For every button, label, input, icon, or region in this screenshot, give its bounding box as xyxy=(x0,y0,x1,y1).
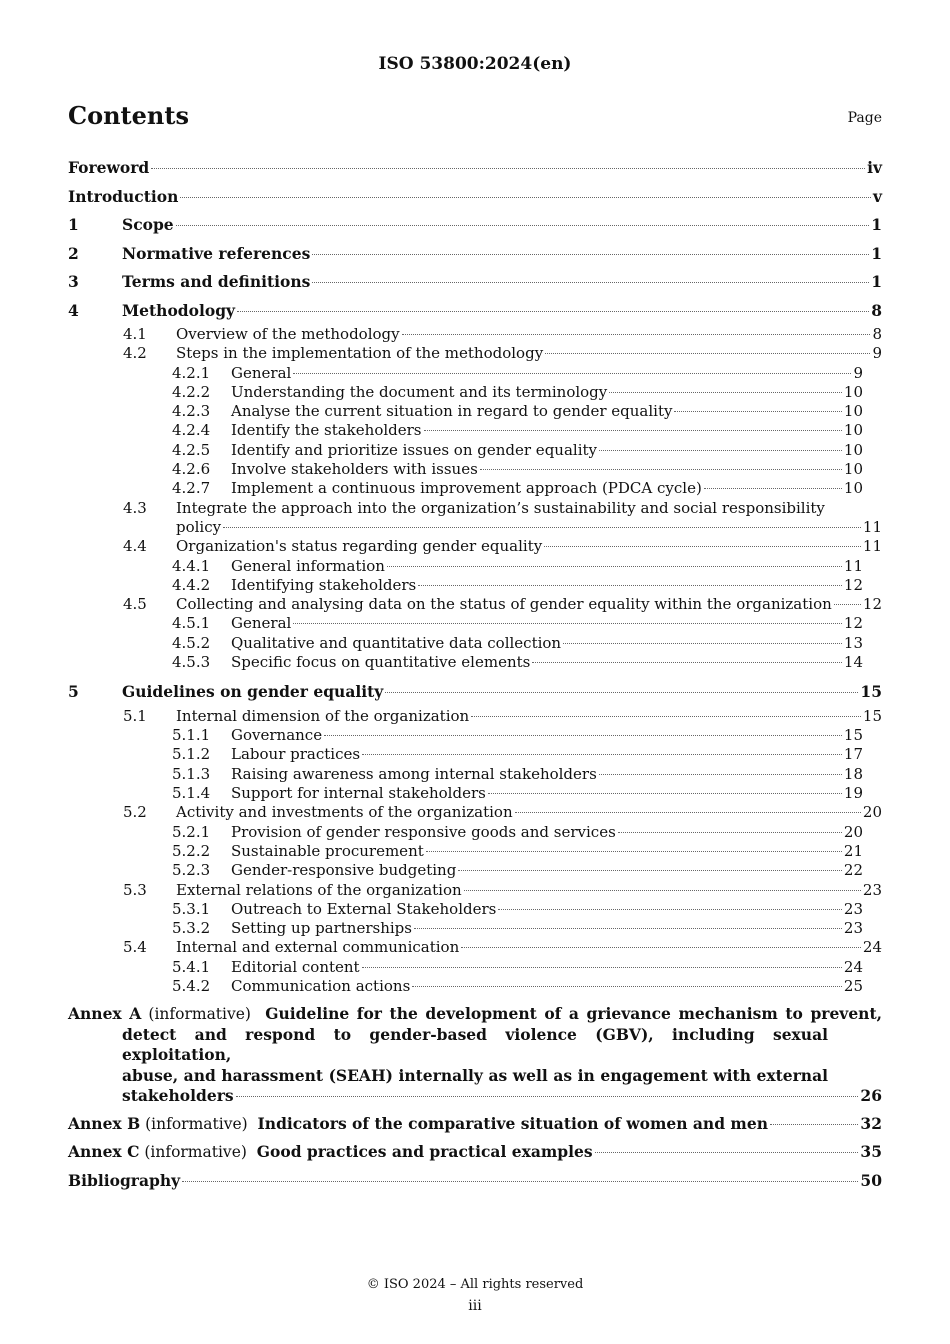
leader-dots xyxy=(674,411,841,412)
annex-c-entry[interactable] xyxy=(68,1138,882,1167)
page-number: 25 xyxy=(843,977,863,995)
toc-entry[interactable] xyxy=(68,938,882,957)
section-title: Collecting and analysing data on the status of gender equality within the organization xyxy=(176,595,832,614)
toc-entry[interactable] xyxy=(68,707,882,726)
leader-dots xyxy=(324,735,842,736)
page-title: Contents xyxy=(68,101,189,130)
toc-entry[interactable] xyxy=(68,726,882,745)
page-number: 21 xyxy=(843,841,863,860)
toc-entry[interactable] xyxy=(68,678,882,707)
toc-entry[interactable] xyxy=(68,211,882,240)
section-title: General xyxy=(231,614,292,633)
page-number: 10 xyxy=(843,440,863,459)
leader-dots xyxy=(618,832,842,833)
section-number: 5.2.2 xyxy=(172,841,211,860)
toc-entry[interactable] xyxy=(68,460,882,479)
section-title: Specific focus on quantitative elements xyxy=(231,653,531,672)
page-number: 20 xyxy=(843,822,863,841)
toc-entry[interactable] xyxy=(68,900,882,919)
toc-entry[interactable] xyxy=(68,576,882,595)
section-number: 4.2.5 xyxy=(172,440,211,459)
section-title: Governance xyxy=(231,726,323,745)
annex-label: Annex B xyxy=(68,1113,141,1133)
annex-label: Annex A xyxy=(68,1004,142,1024)
leader-dots xyxy=(426,851,842,852)
section-title: policy xyxy=(176,517,222,536)
bibliography-title: Bibliography xyxy=(68,1170,181,1190)
leader-dots xyxy=(414,928,842,929)
section-number: 5.3.1 xyxy=(172,899,211,918)
leader-dots xyxy=(458,870,842,871)
leader-dots xyxy=(599,774,842,775)
section-number: 5.1 xyxy=(123,706,147,725)
toc-entry[interactable] xyxy=(68,634,882,653)
page-number: 24 xyxy=(862,938,882,957)
page-number: 17 xyxy=(843,745,863,764)
section-title: Support for internal stakeholders xyxy=(231,784,486,803)
leader-dots xyxy=(770,1124,858,1125)
section-title: Setting up partnerships xyxy=(231,919,412,938)
section-number: 4.2.1 xyxy=(172,363,211,382)
page-number: 1 xyxy=(871,272,882,291)
page-number: 10 xyxy=(843,479,863,498)
annex-type: (informative) xyxy=(144,1143,247,1162)
page-number: 26 xyxy=(860,1086,882,1106)
toc-entry[interactable] xyxy=(68,842,882,861)
section-number: 4.4 xyxy=(123,537,147,556)
section-number: 5.1.1 xyxy=(172,726,211,745)
leader-dots xyxy=(293,373,851,374)
annex-title-line: Guideline for the development of a grievance mechanism to prevent, xyxy=(265,1004,883,1024)
toc-entry[interactable] xyxy=(68,919,882,938)
toc-entry[interactable] xyxy=(68,614,882,633)
annex-type: (informative) xyxy=(148,1005,251,1024)
leader-dots xyxy=(461,947,861,948)
section-number: 5.2 xyxy=(123,803,147,822)
toc-entry[interactable] xyxy=(68,803,882,822)
leader-dots xyxy=(293,623,842,624)
annex-label: Annex C xyxy=(68,1142,140,1162)
page-number: 10 xyxy=(843,382,863,401)
leader-dots xyxy=(182,1181,858,1182)
page-number: 11 xyxy=(862,537,882,556)
section-title: Sustainable procurement xyxy=(231,841,424,860)
section-title: Guidelines on gender equality xyxy=(122,682,384,702)
page-number: 9 xyxy=(853,363,863,382)
page-number: 10 xyxy=(843,421,863,440)
section-title: Internal dimension of the organization xyxy=(176,706,470,725)
page-number: 15 xyxy=(862,706,882,725)
section-title: General xyxy=(231,363,292,382)
section-title: Introduction xyxy=(68,186,179,206)
section-title: Implement a continuous improvement approach (PDCA cycle) xyxy=(231,479,702,498)
bibliography-entry[interactable] xyxy=(68,1167,882,1196)
toc-entry[interactable] xyxy=(68,595,882,614)
leader-dots xyxy=(545,353,870,354)
annex-title-line: detect and respond to gender-based violence (GBV), including sexual exploitation, xyxy=(122,1024,828,1065)
annex-a-entry[interactable] xyxy=(68,1004,882,1106)
section-number: 4.5.3 xyxy=(172,653,211,672)
section-number: 5.4.1 xyxy=(172,957,211,976)
section-number: 5 xyxy=(68,682,79,702)
leader-dots xyxy=(480,469,842,470)
leader-dots xyxy=(544,546,861,547)
page-number: 12 xyxy=(862,595,882,614)
section-title: Qualitative and quantitative data collection xyxy=(231,633,562,652)
leader-dots xyxy=(418,585,842,586)
section-title: Normative references xyxy=(122,243,311,263)
page-number: 19 xyxy=(843,784,863,803)
section-title: Internal and external communication xyxy=(176,938,460,957)
section-title: Methodology xyxy=(122,300,236,320)
toc-entry[interactable] xyxy=(68,765,882,784)
leader-dots xyxy=(599,450,842,451)
annex-title-line: abuse, and harassment (SEAH) internally as well as in engagement with external xyxy=(122,1065,828,1085)
toc-entry[interactable] xyxy=(68,183,882,212)
page-number: 23 xyxy=(843,899,863,918)
toc-entry[interactable] xyxy=(68,325,882,344)
toc-entry[interactable] xyxy=(68,881,882,900)
toc-entry[interactable] xyxy=(68,268,882,297)
section-title: Overview of the methodology xyxy=(176,325,400,343)
page-number: 12 xyxy=(843,575,863,594)
leader-dots xyxy=(704,488,842,489)
annex-title: Good practices and practical examples xyxy=(256,1142,593,1162)
page-number: 24 xyxy=(843,957,863,976)
section-number: 5.1.3 xyxy=(172,764,211,783)
leader-dots xyxy=(236,1096,859,1097)
section-title: Provision of gender responsive goods and services xyxy=(231,822,616,841)
section-title: Gender-responsive budgeting xyxy=(231,861,457,880)
toc-entry[interactable] xyxy=(68,557,882,576)
leader-dots xyxy=(180,197,871,198)
leader-dots xyxy=(595,1152,859,1153)
section-number: 4.2.4 xyxy=(172,421,211,440)
page-number: 8 xyxy=(871,300,882,320)
page-number: iv xyxy=(867,158,882,177)
toc-entry[interactable] xyxy=(68,240,882,269)
section-number: 5.3 xyxy=(123,880,147,899)
section-title: Foreword xyxy=(68,158,150,177)
document-header: ISO 53800:2024(en) xyxy=(378,54,572,74)
page-number: 15 xyxy=(860,682,882,702)
section-number: 4.4.2 xyxy=(172,575,211,594)
leader-dots xyxy=(488,793,842,794)
section-title: Identify and prioritize issues on gender equality xyxy=(231,440,597,459)
section-title: General information xyxy=(231,556,385,575)
page-number: 18 xyxy=(843,764,863,783)
page-number: 35 xyxy=(860,1142,882,1162)
leader-dots xyxy=(237,311,869,312)
section-title: Raising awareness among internal stakeholders xyxy=(231,764,597,783)
leader-dots xyxy=(362,967,842,968)
annex-title-line: stakeholders xyxy=(122,1086,234,1106)
section-title: Analyse the current situation in regard to gender equality xyxy=(231,402,673,421)
page-number: 10 xyxy=(843,460,863,479)
toc-entry[interactable] xyxy=(68,745,882,764)
page-number: 15 xyxy=(843,726,863,745)
page-number: 13 xyxy=(843,633,863,652)
page-column-label: Page xyxy=(847,110,882,126)
leader-dots xyxy=(385,692,858,693)
page-number: 11 xyxy=(843,556,863,575)
leader-dots xyxy=(312,282,869,283)
section-number: 4.1 xyxy=(123,325,147,343)
toc-entry[interactable] xyxy=(68,977,882,996)
section-number: 4.5.1 xyxy=(172,614,211,633)
leader-dots xyxy=(498,909,842,910)
section-number: 4.2.2 xyxy=(172,382,211,401)
leader-dots xyxy=(151,168,865,169)
section-number: 4.2 xyxy=(123,344,147,363)
annex-type: (informative) xyxy=(145,1114,248,1133)
toc-entry[interactable] xyxy=(68,958,882,977)
section-number: 3 xyxy=(68,272,79,291)
page-number: 23 xyxy=(862,880,882,899)
toc-entry[interactable] xyxy=(68,537,882,556)
section-title: Understanding the document and its terminology xyxy=(231,382,608,401)
page-number: 23 xyxy=(843,919,863,938)
annex-title: Indicators of the comparative situation of women and men xyxy=(257,1113,768,1133)
section-number: 4.4.1 xyxy=(172,556,211,575)
section-number: 5.2.3 xyxy=(172,861,211,880)
page-number: 22 xyxy=(843,861,863,880)
annex-b-entry[interactable] xyxy=(68,1110,882,1139)
leader-dots xyxy=(471,716,861,717)
toc-entry[interactable] xyxy=(68,154,882,183)
leader-dots xyxy=(834,604,861,605)
copyright-footer: © ISO 2024 – All rights reserved xyxy=(366,1277,584,1292)
page-number: 10 xyxy=(843,402,863,421)
section-title: Terms and definitions xyxy=(122,272,311,291)
page-number: 8 xyxy=(872,325,882,343)
page-number: 1 xyxy=(871,215,882,234)
page-number: 9 xyxy=(872,344,882,363)
section-title: Activity and investments of the organization xyxy=(176,803,513,822)
page-number: 11 xyxy=(862,517,882,536)
leader-dots xyxy=(464,890,861,891)
toc-entry[interactable] xyxy=(68,784,882,803)
leader-dots xyxy=(223,527,861,528)
toc-entry[interactable] xyxy=(68,344,882,363)
toc-entry[interactable] xyxy=(68,861,882,880)
section-number: 5.4.2 xyxy=(172,977,211,995)
leader-dots xyxy=(387,566,842,567)
table-of-contents xyxy=(68,154,882,1195)
leader-dots xyxy=(402,334,871,335)
toc-entry[interactable] xyxy=(68,297,882,326)
section-title: Communication actions xyxy=(231,977,411,995)
section-title: Involve stakeholders with issues xyxy=(231,460,478,479)
section-title: Labour practices xyxy=(231,745,361,764)
leader-dots xyxy=(532,662,842,663)
section-number: 5.1.4 xyxy=(172,784,211,803)
leader-dots xyxy=(515,812,861,813)
toc-entry[interactable] xyxy=(68,653,882,672)
page-number: 50 xyxy=(860,1170,882,1190)
section-number: 2 xyxy=(68,243,79,263)
page-number: 1 xyxy=(871,243,882,263)
leader-dots xyxy=(312,254,869,255)
toc-entry[interactable] xyxy=(68,479,882,498)
page-number: 20 xyxy=(862,803,882,822)
leader-dots xyxy=(176,225,870,226)
section-title: Scope xyxy=(122,215,174,234)
leader-dots xyxy=(609,392,842,393)
section-title: Steps in the implementation of the methodology xyxy=(176,344,544,363)
section-title: Outreach to External Stakeholders xyxy=(231,899,497,918)
section-title: External relations of the organization xyxy=(176,880,462,899)
section-number: 5.4 xyxy=(123,938,147,957)
section-title-first-line: Integrate the approach into the organization’s sustainability and social responsibility xyxy=(176,498,825,517)
section-number: 5.1.2 xyxy=(172,745,211,764)
toc-entry[interactable] xyxy=(68,364,882,383)
section-number: 1 xyxy=(68,215,79,234)
section-number: 5.3.2 xyxy=(172,919,211,938)
section-number: 4.5.2 xyxy=(172,633,211,652)
section-title: Editorial content xyxy=(231,957,360,976)
section-number: 5.2.1 xyxy=(172,822,211,841)
page-number-footer: iii xyxy=(468,1298,482,1314)
section-title: Identifying stakeholders xyxy=(231,575,417,594)
page-number: v xyxy=(872,186,882,206)
page-number: 14 xyxy=(843,653,863,672)
leader-dots xyxy=(362,754,842,755)
section-title: Identify the stakeholders xyxy=(231,421,422,440)
toc-entry[interactable] xyxy=(68,441,882,460)
toc-entry[interactable] xyxy=(68,383,882,402)
toc-entry[interactable] xyxy=(68,421,882,440)
toc-entry[interactable] xyxy=(68,823,882,842)
section-number: 4.2.3 xyxy=(172,402,211,421)
toc-entry[interactable] xyxy=(68,402,882,421)
section-number: 4.2.7 xyxy=(172,479,211,498)
toc-entry[interactable] xyxy=(68,499,882,538)
section-number: 4.3 xyxy=(123,498,147,517)
section-number: 4.2.6 xyxy=(172,460,211,479)
leader-dots xyxy=(424,430,842,431)
page-number: 12 xyxy=(843,614,863,633)
leader-dots xyxy=(412,986,842,987)
section-number: 4.5 xyxy=(123,595,147,614)
page-number: 32 xyxy=(860,1113,882,1133)
section-title: Organization's status regarding gender equality xyxy=(176,537,543,556)
section-number: 4 xyxy=(68,300,79,320)
leader-dots xyxy=(563,643,842,644)
